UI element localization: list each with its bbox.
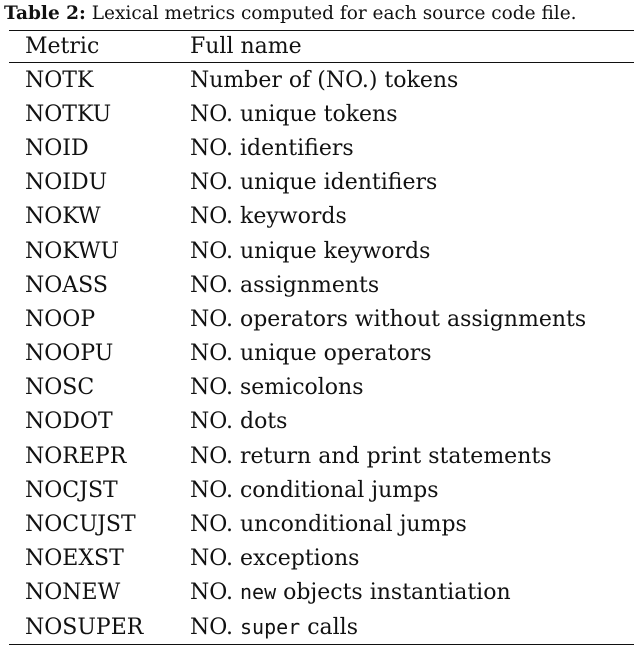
full-name-text: NO. identifiers — [190, 135, 354, 161]
metric-cell: NOASS — [25, 272, 108, 298]
full-name-cell — [190, 136, 634, 161]
full-name-text: NO. unique operators — [190, 341, 432, 367]
full-name-text: NO. return and print statements — [190, 443, 552, 469]
full-name-text: NO. unique keywords — [190, 238, 431, 264]
table-row — [9, 439, 634, 473]
table-row — [9, 268, 634, 302]
metric-cell: NOIDU — [25, 170, 108, 196]
full-name-cell — [190, 512, 634, 537]
table-caption — [4, 2, 640, 26]
metric-cell: NOCUJST — [25, 512, 136, 538]
table-row — [9, 131, 634, 165]
metric-cell: NOOPU — [25, 341, 114, 367]
full-name-cell — [190, 444, 634, 469]
full-name-suffix: objects instantiation — [276, 580, 511, 606]
full-name-text: NO. conditional jumps — [190, 477, 439, 503]
bottom-rule — [9, 644, 634, 645]
header-metric: Metric — [25, 34, 100, 59]
table-row — [9, 302, 634, 336]
code-keyword: new — [239, 580, 277, 605]
full-name-cell — [190, 580, 634, 605]
full-name-text: NO. exceptions — [190, 546, 360, 572]
full-name-text: NO. dots — [190, 409, 288, 435]
full-name-cell — [190, 307, 634, 332]
code-keyword: super — [239, 614, 301, 639]
full-name-cell — [190, 102, 634, 127]
caption-text: Lexical metrics computed for each source code file. — [91, 3, 577, 24]
full-name-cell — [190, 409, 634, 434]
full-name-cell — [190, 478, 634, 503]
full-name-text: NO. semicolons — [190, 375, 364, 401]
table-row — [9, 166, 634, 200]
full-name-cell — [190, 273, 634, 298]
table-row — [9, 234, 634, 268]
full-name-text: NO. — [190, 580, 240, 606]
full-name-text: NO. keywords — [190, 204, 347, 230]
full-name-cell — [190, 170, 634, 195]
full-name-cell — [190, 341, 634, 366]
full-name-text: Number of (NO.) tokens — [190, 67, 459, 93]
table-row — [9, 337, 634, 371]
metric-cell: NOKW — [25, 204, 101, 230]
full-name-text: NO. unique tokens — [190, 101, 398, 127]
metric-cell: NOSUPER — [25, 614, 144, 640]
metric-cell: NOCJST — [25, 477, 118, 503]
table-row — [9, 405, 634, 439]
metric-cell: NOID — [25, 135, 89, 161]
full-name-cell — [190, 239, 634, 264]
full-name-text: NO. operators without assignments — [190, 306, 587, 332]
metric-cell: NODOT — [25, 409, 113, 435]
table-header-row — [9, 31, 634, 62]
table-row — [9, 576, 634, 610]
metric-cell: NOTK — [25, 67, 94, 93]
table-row — [9, 97, 634, 131]
metric-cell: NOTKU — [25, 101, 112, 127]
caption-label: Table 2: — [4, 3, 86, 24]
full-name-text: NO. unique identifiers — [190, 170, 438, 196]
table-row — [9, 63, 634, 97]
metric-cell: NONEW — [25, 580, 121, 606]
metric-cell: NOOP — [25, 306, 96, 332]
header-full-name: Full name — [190, 34, 302, 59]
table-row — [9, 200, 634, 234]
table-row — [9, 610, 634, 644]
full-name-cell — [190, 546, 634, 571]
full-name-suffix: calls — [300, 614, 358, 640]
full-name-cell — [190, 615, 634, 640]
full-name-text: NO. assignments — [190, 272, 380, 298]
table-body — [9, 63, 634, 644]
metric-cell: NOEXST — [25, 546, 124, 572]
table-row — [9, 507, 634, 541]
table-row — [9, 542, 634, 576]
full-name-cell — [190, 375, 634, 400]
full-name-cell — [190, 204, 634, 229]
table-row — [9, 473, 634, 507]
full-name-cell — [190, 68, 634, 93]
lexical-metrics-table — [9, 30, 634, 645]
table-row — [9, 371, 634, 405]
full-name-text: NO. unconditional jumps — [190, 512, 467, 538]
metric-cell: NOSC — [25, 375, 95, 401]
metric-cell: NOREPR — [25, 443, 127, 469]
full-name-text: NO. — [190, 614, 240, 640]
metric-cell: NOKWU — [25, 238, 120, 264]
